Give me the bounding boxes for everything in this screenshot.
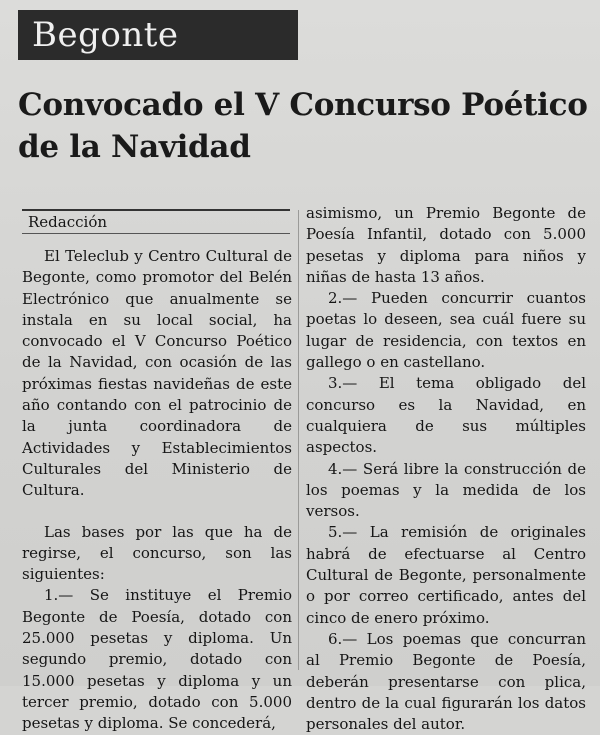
right-column <box>306 203 586 735</box>
section-tag: Begonte <box>18 10 298 60</box>
paragraph: El Teleclub y Centro Cultural de Begonte, como promotor del Belén Electrónico que anualmente se instala en su local social, ha convocado el V Concurso Poético de la Navidad, con ocasión de las próximas fiestas navideñas de este año contando con el patrocinio de la junta coordinadora de Actividades y Establecimientos Culturales del Ministerio de Cultura. <box>22 247 292 500</box>
paragraph: 4.— Será libre la construcción de los poemas y la medida de los versos. <box>306 459 586 521</box>
paragraph: asimismo, un Premio Begonte de Poesía Infantil, dotado con 5.000 pesetas y diploma para niños y niñas de hasta 13 años. <box>306 204 586 286</box>
paragraph: Las bases por las que ha de regirse, el concurso, son las siguientes: <box>22 522 292 584</box>
headline: Convocado el V Concurso Poético de la Navidad <box>18 87 588 165</box>
byline-bottom-rule <box>22 233 290 234</box>
byline: Redacción <box>28 213 108 231</box>
left-column <box>22 246 292 735</box>
column-divider <box>298 210 299 670</box>
paragraph: 2.— Pueden concurrir cuantos poetas lo deseen, sea cuál fuere su lugar de residencia, con textos en gallego o en castellano. <box>306 289 586 372</box>
paragraph: 3.— El tema obligado del concurso es la Navidad, en cualquiera de sus múltiples aspectos. <box>306 374 586 457</box>
paragraph: 5.— La remisión de originales habrá de efectuarse al Centro Cultural de Begonte, personalmente o por correo certificado, antes del cinco de enero próximo. <box>306 523 586 627</box>
paragraph: 6.— Los poemas que concurran al Premio Begonte de Poesía, deberán presentarse con plica, dentro de la cual figurarán los datos personales del autor. <box>306 629 586 734</box>
paragraph: 1.— Se instituye el Premio Begonte de Poesía, dotado con 25.000 pesetas y diploma. Un segundo premio, dotado con 15.000 pesetas y diploma y un tercer premio, dotado con 5.000 pesetas y diploma. Se concederá, <box>22 586 292 733</box>
